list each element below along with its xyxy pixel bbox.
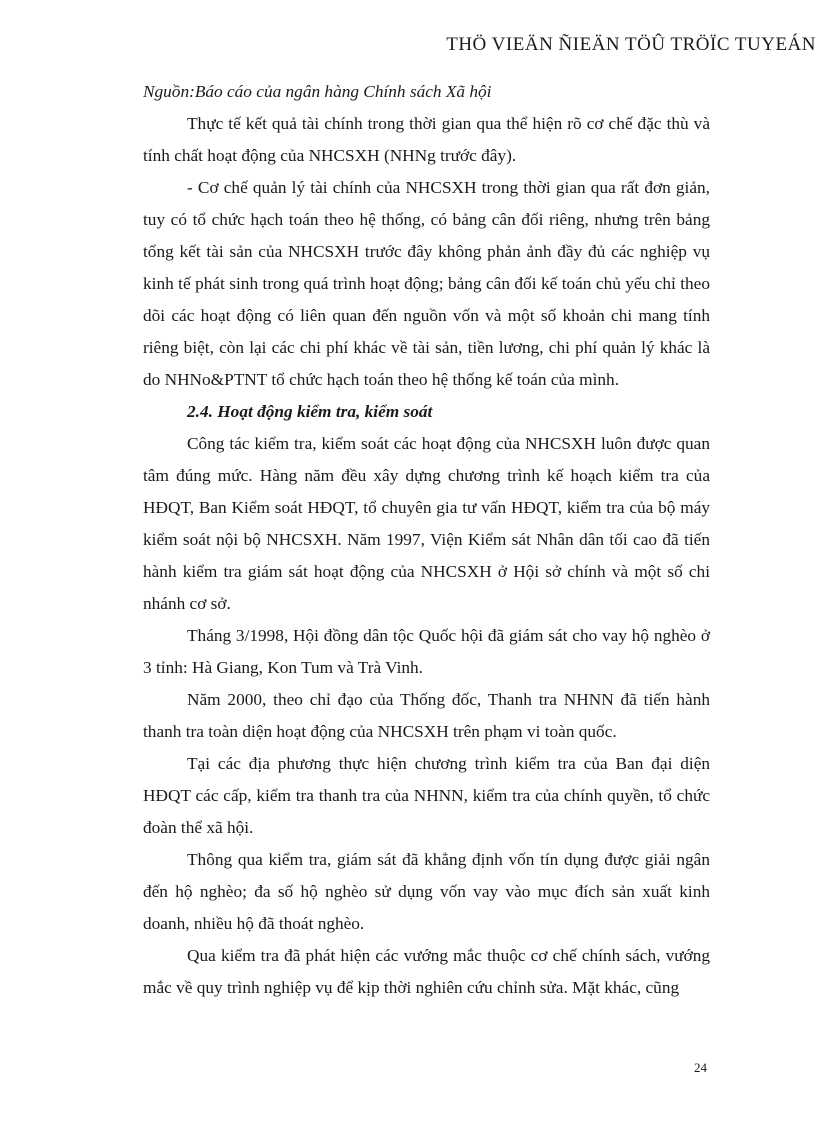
paragraph-year-2000: Năm 2000, theo chỉ đạo của Thống đốc, Thanh tra NHNN đã tiến hành thanh tra toàn diện hoạt động của NHCSXH trên phạm vi toàn quốc. (143, 690, 710, 741)
page-number: 24 (694, 1060, 707, 1075)
source-note: Nguồn:Báo cáo của ngân hàng Chính sách Xã hội (143, 82, 492, 101)
paragraph-local-inspection: Tại các địa phương thực hiện chương trình kiểm tra của Ban đại diện HĐQT các cấp, kiểm tra thanh tra của NHNN, kiểm tra của chính quyền, tổ chức đoàn thể xã hội. (143, 754, 710, 837)
paragraph-issues-found: Qua kiểm tra đã phát hiện các vướng mắc thuộc cơ chế chính sách, vướng mắc về quy trình nghiệp vụ để kịp thời nghiên cứu chỉnh sửa. Mặt khác, cũng (143, 946, 710, 997)
paragraph-financial-mechanism: - Cơ chế quản lý tài chính của NHCSXH trong thời gian qua rất đơn giản, tuy có tổ chức hạch toán theo hệ thống, có bảng cân đối riêng, nhưng trên bảng tổng kết tài sản của NHCSXH trước đây không phản ảnh đầy đủ các nghiệp vụ kinh tế phát sinh trong quá trình hoạt động; bảng cân đối kế toán chủ yếu chỉ theo dõi các hoạt động có liên quan đến nguồn vốn và một số khoản chi mang tính riêng biệt, còn lại các chi phí khác về tài sản, tiền lương, chi phí quản lý khác là do NHNo&PTNT tổ chức hạch toán theo hệ thống kế toán của mình. (143, 178, 710, 389)
paragraph-inspection-work: Công tác kiểm tra, kiểm soát các hoạt động của NHCSXH luôn được quan tâm đúng mức. Hàng năm đều xây dựng chương trình kế hoạch kiểm tra của HĐQT, Ban Kiểm soát HĐQT, tổ chuyên gia tư vấn HĐQT, kiểm tra của bộ máy kiểm soát nội bộ NHCSXH. Năm 1997, Viện Kiểm sát Nhân dân tối cao đã tiến hành kiểm tra giám sát hoạt động của NHCSXH ở Hội sở chính và một số chi nhánh cơ sở. (143, 434, 710, 613)
document-body (143, 76, 710, 1004)
page-header: THÖ VIEÄN ÑIEÄN TÖÛ TRÖÏC TUYEÁN (446, 34, 816, 55)
section-heading: 2.4. Hoạt động kiểm tra, kiểm soát (187, 402, 433, 421)
paragraph-financial-results: Thực tế kết quả tài chính trong thời gian qua thể hiện rõ cơ chế đặc thù và tính chất hoạt động của NHCSXH (NHNg trước đây). (143, 114, 710, 165)
paragraph-inspection-outcome: Thông qua kiểm tra, giám sát đã khẳng định vốn tín dụng được giải ngân đến hộ nghèo; đa số hộ nghèo sử dụng vốn vay vào mục đích sản xuất kinh doanh, nhiều hộ đã thoát nghèo. (143, 850, 710, 933)
paragraph-ethnic-council: Tháng 3/1998, Hội đồng dân tộc Quốc hội đã giám sát cho vay hộ nghèo ở 3 tỉnh: Hà Giang, Kon Tum và Trà Vinh. (143, 626, 710, 677)
